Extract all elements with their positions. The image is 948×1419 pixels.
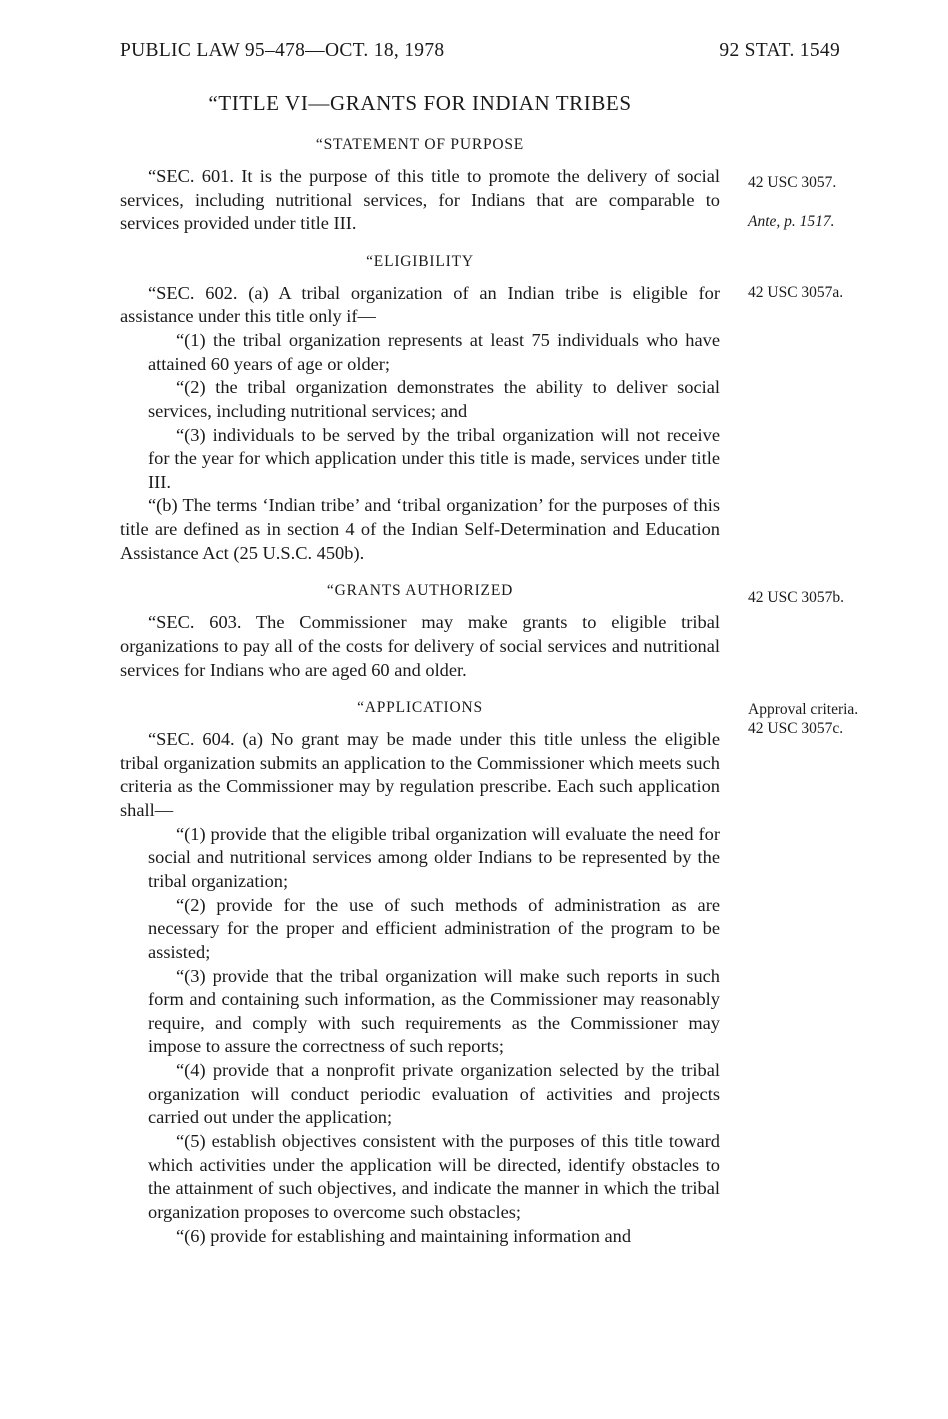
running-head [120,40,840,62]
margin-note-usc-3057a: 42 USC 3057a. [748,284,844,301]
paragraph-sec-602b: “(b) The terms ‘Indian tribe’ and ‘tribal organization’ for the purposes of this title are defined as in section 4 of the Indian Self-Determination and Education Assistance Act (25 U.S.C. 450b). [120,495,720,563]
paragraph-sec-604a-3: “(3) provide that the tribal organization will make such reports in such form and containing such information, as the Commissioner may reasonably require, and comply with such requirements as the Commissioner may impose to assure the correctness of such reports; [148,965,720,1057]
margin-note-usc-3057b: 42 USC 3057b. [748,589,845,606]
paragraph-sec-601: “SEC. 601. It is the purpose of this title to promote the delivery of social services, including nutritional services, for Indians that are comparable to services provided under title III. [120,165,720,234]
heading-statement-of-purpose: “STATEMENT OF PURPOSE [315,135,525,153]
paragraph-sec-602a-2: “(2) the tribal organization demonstrates the ability to deliver social services, including nutritional services; and [148,377,720,421]
paragraph-sec-604a-6: “(6) provide for establishing and maintaining information and [176,1225,632,1246]
paragraph-sec-602a-3: “(3) individuals to be served by the tribal organization will not receive for the year for which application under this title is made, services under title III. [148,424,720,492]
paragraph-sec-603: “SEC. 603. The Commissioner may make grants to eligible tribal organizations to pay all of the costs for delivery of social services and nutritional services for Indians who are aged 60 and older. [120,612,720,680]
paragraph-sec-604a-4: “(4) provide that a nonprofit private organization selected by the tribal organization will conduct periodic evaluation of activities and projects carried out under the application; [148,1060,720,1128]
margin-note-ante: Ante, p. 1517. [748,213,835,230]
margin-note-usc-3057c: 42 USC 3057c. [748,720,844,737]
paragraph-sec-602a: “SEC. 602. (a) A tribal organization of an Indian tribe is eligible for assistance under this title only if— [120,282,720,327]
margin-note-approval-criteria: Approval criteria. [748,701,859,718]
document-body [120,84,720,1248]
page-title: “TITLE VI—GRANTS FOR INDIAN TRIBES [208,91,632,115]
paragraph-sec-604a-1: “(1) provide that the eligible tribal organization will evaluate the need for social and nutritional services among older Indians to be represented by the tribal organization; [148,823,720,891]
paragraph-sec-604a-2: “(2) provide for the use of such methods of administration as are necessary for the proper and efficient administration of the program to be assisted; [148,894,720,962]
margin-note-usc-3057: 42 USC 3057. [748,174,837,191]
paragraph-sec-604a: “SEC. 604. (a) No grant may be made under this title unless the eligible tribal organization submits an application to the Commissioner which meets such criteria as the Commissioner may by regulation prescribe. Each such application shall— [120,729,720,821]
running-head-left: PUBLIC LAW 95–478—OCT. 18, 1978 [120,40,445,61]
heading-applications: “APPLICATIONS [357,699,483,717]
heading-grants-authorized: “GRANTS AUTHORIZED [326,582,514,600]
paragraph-sec-602a-1: “(1) the tribal organization represents at least 75 individuals who have attained 60 years of age or older; [148,330,720,374]
paragraph-sec-604a-5: “(5) establish objectives consistent with the purposes of this title toward which activities under the application will be directed, identify obstacles to the attainment of such objectives, and indicate the manner in which the tribal organization proposes to overcome such obstacles; [148,1131,720,1222]
running-head-right: 92 STAT. 1549 [719,40,840,61]
heading-eligibility: “ELIGIBILITY [366,252,474,270]
